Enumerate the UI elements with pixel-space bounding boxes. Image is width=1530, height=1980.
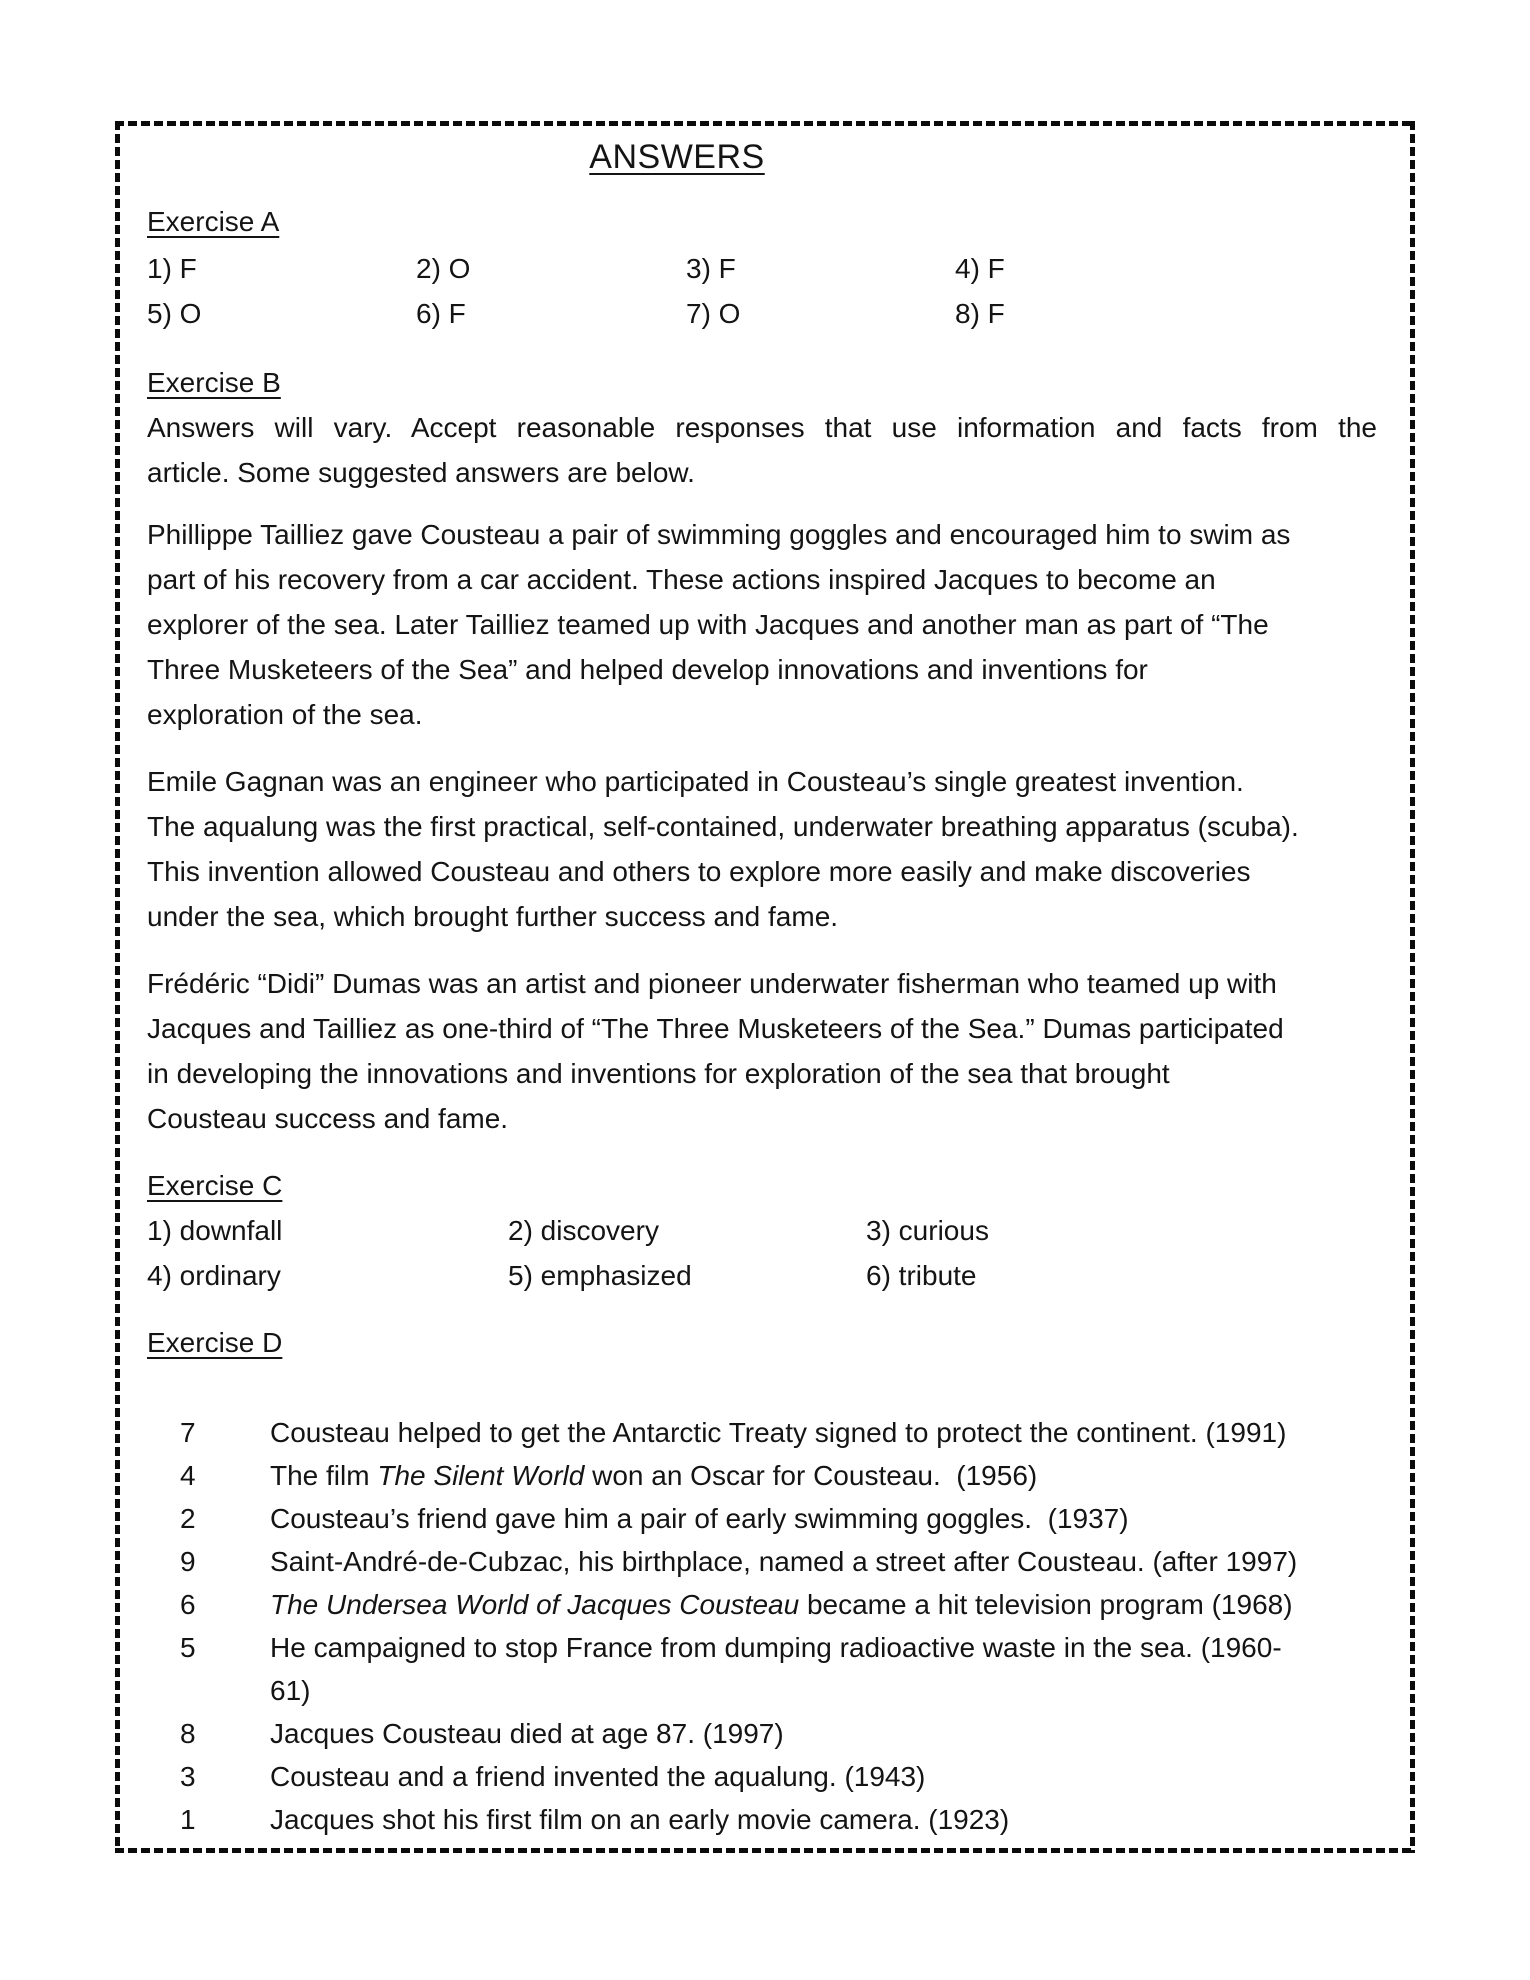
statement-text: The film — [270, 1460, 378, 1491]
sequence-number: 3 — [180, 1761, 196, 1792]
exercise-c-heading: Exercise C — [147, 1170, 283, 1201]
exercise-b-intro — [147, 405, 1377, 495]
sequence-statement — [270, 1626, 1377, 1712]
sequence-number: 6 — [180, 1589, 196, 1620]
answer-item: 5) emphasized — [508, 1260, 692, 1291]
sequence-row — [147, 1497, 1377, 1540]
sequence-statement — [270, 1755, 1377, 1798]
statement-text: Cousteau helped to get the Antarctic Treaty signed to protect the continent. (1991) — [270, 1417, 1287, 1448]
exercise-a-heading: Exercise A — [147, 206, 280, 237]
sequence-number: 2 — [180, 1503, 196, 1534]
page-title: ANSWERS — [589, 138, 765, 176]
sequence-statement — [270, 1712, 1377, 1755]
answer-item: 4) F — [955, 253, 1005, 284]
statement-text: 61) — [270, 1675, 311, 1706]
statement-text: Cousteau’s friend gave him a pair of early swimming goggles. (1937) — [270, 1503, 1129, 1534]
statement-title-italic: The Undersea World of Jacques Cousteau — [270, 1589, 800, 1620]
statement-title-italic: The Silent World — [377, 1460, 585, 1491]
answer-paragraph: Phillippe Tailliez gave Cousteau a pair of swimming goggles and encouraged him to swim as part of his recovery from a car accident. These actions inspired Jacques to become an explorer of the sea. Later Tailliez teamed up with Jacques and another man as part of “The Three Musketeers of the Sea” and helped develop innovations and inventions for exploration of the sea. — [147, 519, 1291, 730]
answer-paragraph: Frédéric “Didi” Dumas was an artist and pioneer underwater fisherman who teamed up with Jacques and Tailliez as one-third of “The Three Musketeers of the Sea.” Dumas participated in developing the innovations and inventions for exploration of the sea that brought Cousteau success and fame. — [147, 968, 1284, 1134]
exercise-d-sequence — [147, 1411, 1377, 1841]
answer-item: 3) F — [686, 253, 736, 284]
answer-item: 1) downfall — [147, 1215, 283, 1246]
sequence-statement — [270, 1540, 1377, 1583]
statement-text: Cousteau and a friend invented the aqualung. (1943) — [270, 1761, 926, 1792]
answer-item: 4) ordinary — [147, 1260, 281, 1291]
sequence-row — [147, 1540, 1377, 1583]
answer-item: 8) F — [955, 298, 1005, 329]
exercise-c-answers — [147, 1208, 1377, 1298]
sequence-number: 5 — [180, 1632, 196, 1663]
sequence-number: 4 — [180, 1460, 196, 1491]
statement-text: He campaigned to stop France from dumping radioactive waste in the sea. (1960- — [270, 1632, 1282, 1663]
answer-item: 5) O — [147, 298, 202, 329]
statement-text: became a hit television program (1968) — [799, 1589, 1293, 1620]
exercise-b-paragraphs — [147, 512, 1377, 1141]
exercise-d-heading: Exercise D — [147, 1327, 283, 1358]
exercise-b-heading: Exercise B — [147, 367, 281, 398]
answer-item: 1) F — [147, 253, 197, 284]
sequence-statement — [270, 1454, 1377, 1497]
sheet-content — [115, 121, 1415, 1853]
sequence-row — [147, 1626, 1377, 1712]
answer-sheet — [115, 121, 1415, 1853]
sequence-statement — [270, 1583, 1377, 1626]
answer-item: 2) discovery — [508, 1215, 659, 1246]
sequence-number: 9 — [180, 1546, 196, 1577]
sequence-statement — [270, 1798, 1377, 1841]
sequence-row — [147, 1411, 1377, 1454]
sequence-statement — [270, 1411, 1377, 1454]
sequence-number: 1 — [180, 1804, 196, 1835]
sequence-number: 7 — [180, 1417, 196, 1448]
sequence-row — [147, 1583, 1377, 1626]
statement-text: Jacques shot his first film on an early movie camera. (1923) — [270, 1804, 1010, 1835]
answer-item: 6) F — [416, 298, 466, 329]
sequence-row — [147, 1712, 1377, 1755]
answer-item: 3) curious — [866, 1215, 989, 1246]
answer-item: 7) O — [686, 298, 741, 329]
statement-text: won an Oscar for Cousteau. (1956) — [584, 1460, 1038, 1491]
sequence-number: 8 — [180, 1718, 196, 1749]
statement-text: Jacques Cousteau died at age 87. (1997) — [270, 1718, 784, 1749]
answer-item: 2) O — [416, 253, 471, 284]
exercise-b-intro-line: article. Some suggested answers are below. — [147, 457, 695, 488]
exercise-a-answers — [147, 246, 1377, 336]
sequence-row — [147, 1755, 1377, 1798]
sequence-statement — [270, 1497, 1377, 1540]
answer-item: 6) tribute — [866, 1260, 977, 1291]
exercise-b-intro-line: Answers will vary. Accept reasonable responses that use information and facts from the — [147, 412, 1377, 443]
statement-text: Saint-André-de-Cubzac, his birthplace, named a street after Cousteau. (after 1997) — [270, 1546, 1298, 1577]
sequence-row — [147, 1798, 1377, 1841]
sequence-row — [147, 1454, 1377, 1497]
answer-paragraph: Emile Gagnan was an engineer who participated in Cousteau’s single greatest invention. The aqualung was the first practical, self-contained, underwater breathing apparatus (scuba). This invention allowed Cousteau and others to explore more easily and make discoveries under the sea, which brought further success and fame. — [147, 766, 1299, 932]
